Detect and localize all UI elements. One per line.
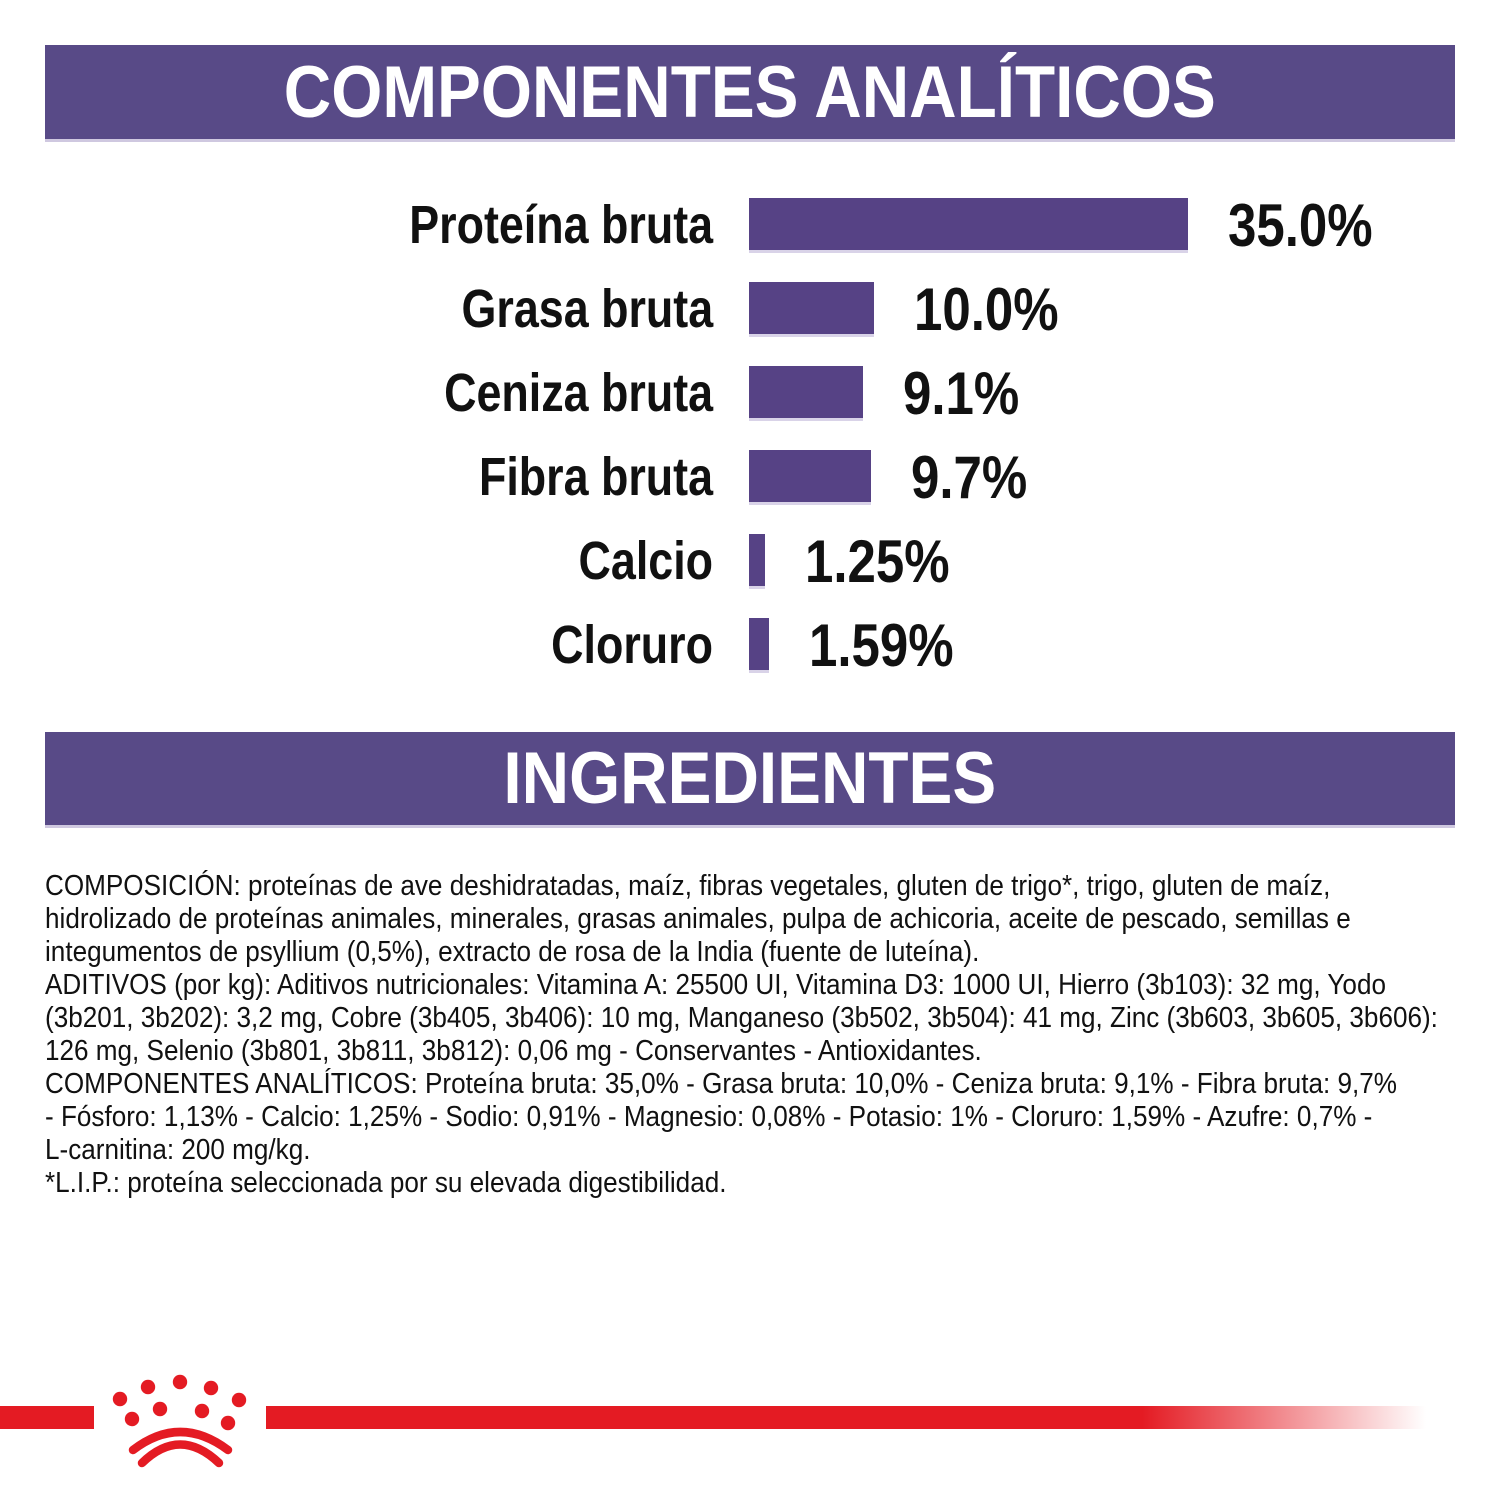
chart-bar <box>749 450 871 505</box>
ingredients-banner <box>45 732 1455 828</box>
ingredients-text-block <box>45 870 1465 1200</box>
chart-row <box>0 519 1500 603</box>
ingredients-text-line: (3b201, 3b202): 3,2 mg, Cobre (3b405, 3b406): 10 mg, Manganeso (3b502, 3b504): 41 mg, Zinc (3b603, 3b605, 3b606): <box>45 1002 1438 1034</box>
chart-row <box>0 435 1500 519</box>
chart-category-label: Cloruro <box>551 615 713 675</box>
ingredients-text-line: 126 mg, Selenio (3b801, 3b811, 3b812): 0,06 mg - Conservantes - Antioxidantes. <box>45 1035 982 1067</box>
chart-category-label: Proteína bruta <box>409 195 713 255</box>
ingredients-text-line: integumentos de psyllium (0,5%), extracto de rosa de la India (fuente de luteína). <box>45 936 980 968</box>
footer-red-rule-right <box>266 1406 1500 1429</box>
analytical-components-title: COMPONENTES ANALÍTICOS <box>283 51 1216 133</box>
ingredients-text-line: *L.I.P.: proteína seleccionada por su elevada digestibilidad. <box>45 1167 727 1199</box>
chart-value-label: 1.59% <box>808 611 954 679</box>
footer-red-rule-left <box>0 1406 94 1429</box>
chart-category-label: Grasa bruta <box>461 279 713 339</box>
ingredients-text-line: - Fósforo: 1,13% - Calcio: 1,25% - Sodio: 0,91% - Magnesio: 0,08% - Potasio: 1% - Cloruro: 1,59% - Azufre: 0,7% - <box>45 1101 1373 1133</box>
chart-bar <box>749 282 874 337</box>
chart-bar <box>749 534 765 589</box>
analytical-components-banner <box>45 45 1455 142</box>
ingredients-text-line: COMPOSICIÓN: proteínas de ave deshidratadas, maíz, fibras vegetales, gluten de trigo*, trigo, gluten de maíz, <box>45 870 1331 902</box>
ingredients-title: INGREDIENTES <box>503 738 997 819</box>
chart-value-label: 10.0% <box>914 275 1060 343</box>
ingredients-text-line: hidrolizado de proteínas animales, minerales, grasas animales, pulpa de achicoria, aceite de pescado, semillas e <box>45 903 1351 935</box>
chart-category-label: Calcio <box>578 531 713 591</box>
chart-row <box>0 183 1500 267</box>
nutrient-bar-chart <box>0 183 1500 687</box>
royal-canin-crown-icon <box>90 1340 270 1475</box>
chart-category-label: Fibra bruta <box>478 447 713 507</box>
ingredients-text-line: L-carnitina: 200 mg/kg. <box>45 1134 311 1166</box>
chart-value-label: 9.1% <box>903 359 1020 427</box>
chart-bar <box>749 366 863 421</box>
ingredients-text-line: ADITIVOS (por kg): Aditivos nutricionales: Vitamina A: 25500 UI, Vitamina D3: 1000 UI, Hierro (3b103): 32 mg, Yodo <box>45 969 1386 1001</box>
chart-bar <box>749 618 769 673</box>
chart-category-label: Ceniza bruta <box>444 363 713 423</box>
chart-value-label: 35.0% <box>1228 191 1373 259</box>
chart-row <box>0 603 1500 687</box>
chart-row <box>0 351 1500 435</box>
ingredients-text-line: COMPONENTES ANALÍTICOS: Proteína bruta: 35,0% - Grasa bruta: 10,0% - Ceniza bruta: 9,1% - Fibra bruta: 9,7% <box>45 1068 1397 1100</box>
chart-bar <box>749 198 1188 253</box>
chart-value-label: 1.25% <box>804 527 950 595</box>
chart-value-label: 9.7% <box>910 443 1027 511</box>
chart-row <box>0 267 1500 351</box>
